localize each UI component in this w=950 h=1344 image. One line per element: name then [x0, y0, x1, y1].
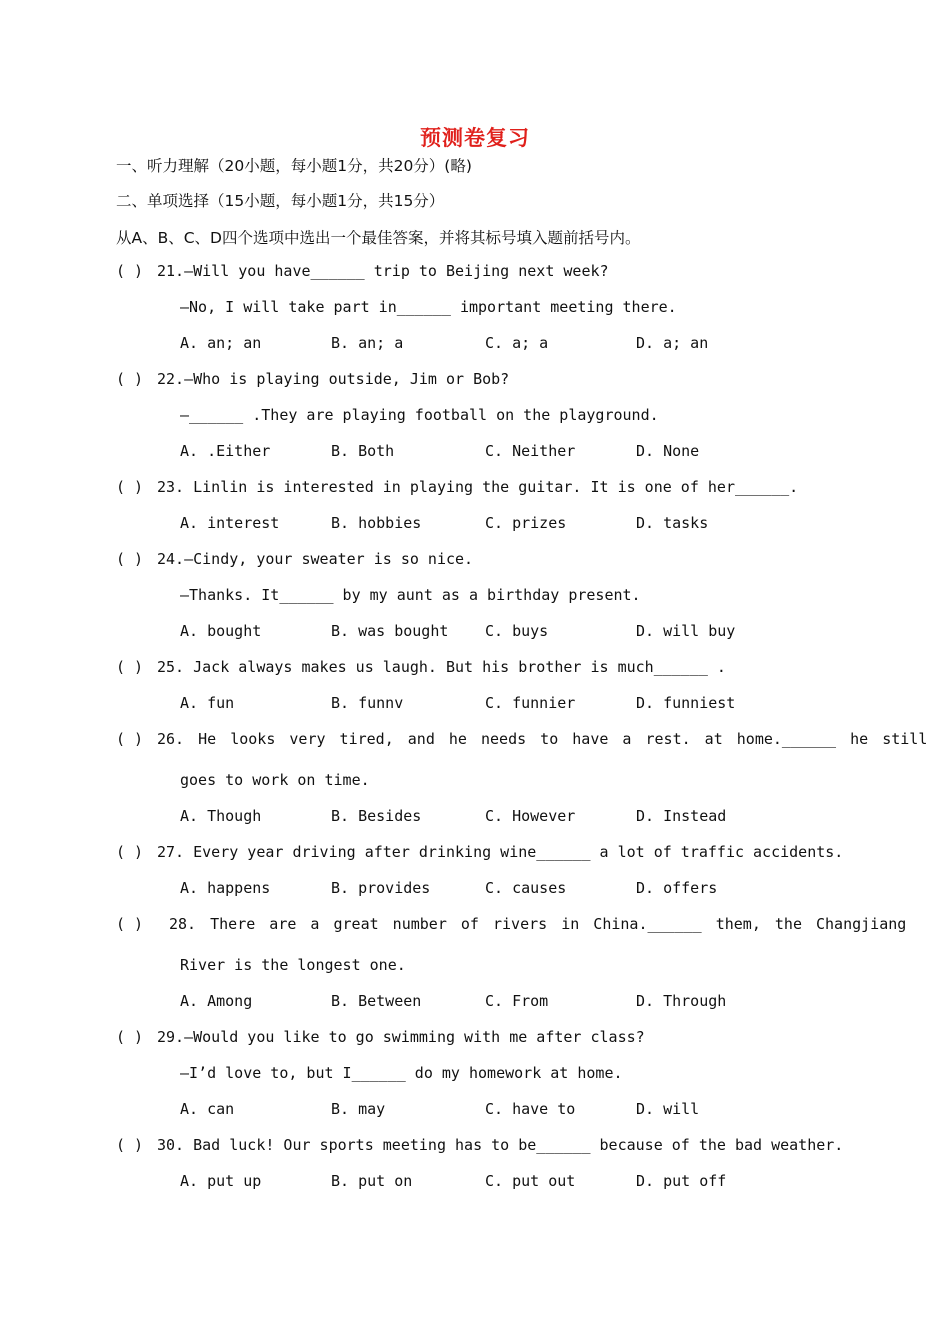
option-a: A. Though: [180, 807, 262, 825]
option-d: D. funniest: [636, 694, 736, 712]
question-22-line2: —______ .They are playing football on the playground.: [180, 406, 659, 424]
option-c: C. causes: [485, 879, 567, 897]
answer-blank[interactable]: ( ): [116, 370, 144, 388]
option-d: D. tasks: [636, 514, 709, 532]
question-stem: 25. Jack always makes us laugh. But his brother is much______ .: [157, 658, 726, 676]
question-24: [116, 550, 473, 568]
question-21: [116, 262, 609, 280]
question-stem: 30. Bad luck! Our sports meeting has to be______ because of the bad weather.: [157, 1136, 844, 1154]
option-c: C. prizes: [485, 514, 567, 532]
option-c: C. a; a: [485, 334, 549, 352]
option-c: C. From: [485, 992, 549, 1010]
question-stem: 23. Linlin is interested in playing the guitar. It is one of her______.: [157, 478, 799, 496]
option-d: D. Through: [636, 992, 727, 1010]
question-27: [116, 843, 843, 861]
question-26-line2: goes to work on time.: [180, 771, 370, 789]
answer-blank[interactable]: ( ): [116, 550, 144, 568]
question-stem: 22.—Who is playing outside, Jim or Bob?: [157, 370, 510, 388]
question-26: [116, 730, 928, 748]
option-c: C. Neither: [485, 442, 576, 460]
question-22: [116, 370, 509, 388]
option-a: A. happens: [180, 879, 271, 897]
option-a: A. put up: [180, 1172, 262, 1190]
option-b: B. Both: [331, 442, 395, 460]
option-d: D. a; an: [636, 334, 709, 352]
question-stem: 27. Every year driving after drinking wine______ a lot of traffic accidents.: [157, 843, 844, 861]
option-c: C. However: [485, 807, 576, 825]
option-a: A. Among: [180, 992, 253, 1010]
option-a: A. bought: [180, 622, 262, 640]
page-title: 预测卷复习: [420, 126, 530, 150]
option-b: B. was bought: [331, 622, 449, 640]
answer-blank[interactable]: ( ): [116, 915, 144, 933]
answer-blank[interactable]: ( ): [116, 478, 144, 496]
question-23: [116, 478, 798, 496]
section-listening: 一、听力理解（20小题，每小题1分，共20分）(略): [116, 157, 472, 175]
option-b: B. provides: [331, 879, 431, 897]
question-stem: 21.—Will you have______ trip to Beijing next week?: [157, 262, 609, 280]
option-d: D. offers: [636, 879, 718, 897]
option-b: B. hobbies: [331, 514, 422, 532]
option-c: C. put out: [485, 1172, 576, 1190]
answer-blank[interactable]: ( ): [116, 658, 144, 676]
option-c: C. funnier: [485, 694, 576, 712]
option-b: B. an; a: [331, 334, 404, 352]
answer-blank[interactable]: ( ): [116, 730, 144, 748]
option-a: A. fun: [180, 694, 235, 712]
question-29-line2: —I’d love to, but I______ do my homework at home.: [180, 1064, 623, 1082]
section-instruction: 从A、B、C、D四个选项中选出一个最佳答案，并将其标号填入题前括号内。: [116, 229, 641, 247]
option-a: A. can: [180, 1100, 235, 1118]
option-d: D. Instead: [636, 807, 727, 825]
question-21-line2: —No, I will take part in______ important meeting there.: [180, 298, 677, 316]
option-b: B. funnv: [331, 694, 404, 712]
option-b: B. Besides: [331, 807, 422, 825]
question-stem: 24.—Cindy, your sweater is so nice.: [157, 550, 474, 568]
question-stem: 28. There are a great number of rivers in China.______ them, the Changjiang: [169, 915, 907, 933]
option-d: D. put off: [636, 1172, 727, 1190]
question-24-line2: —Thanks. It______ by my aunt as a birthday present.: [180, 586, 641, 604]
question-29: [116, 1028, 645, 1046]
answer-blank[interactable]: ( ): [116, 1136, 144, 1154]
question-28-line2: River is the longest one.: [180, 956, 406, 974]
option-a: A. an; an: [180, 334, 262, 352]
answer-blank[interactable]: ( ): [116, 262, 144, 280]
question-28: [116, 915, 907, 933]
option-b: B. may: [331, 1100, 386, 1118]
option-c: C. have to: [485, 1100, 576, 1118]
option-b: B. Between: [331, 992, 422, 1010]
answer-blank[interactable]: ( ): [116, 843, 144, 861]
option-a: A. interest: [180, 514, 280, 532]
question-25: [116, 658, 726, 676]
answer-blank[interactable]: ( ): [116, 1028, 144, 1046]
section-single-choice: 二、单项选择（15小题，每小题1分，共15分）: [116, 192, 445, 210]
question-30: [116, 1136, 843, 1154]
option-d: D. will: [636, 1100, 700, 1118]
option-d: D. None: [636, 442, 700, 460]
question-stem: 29.—Would you like to go swimming with me after class?: [157, 1028, 645, 1046]
option-b: B. put on: [331, 1172, 413, 1190]
option-c: C. buys: [485, 622, 549, 640]
option-a: A. .Either: [180, 442, 271, 460]
option-d: D. will buy: [636, 622, 736, 640]
question-stem: 26. He looks very tired, and he needs to have a rest. at home.______ he still: [157, 730, 928, 748]
